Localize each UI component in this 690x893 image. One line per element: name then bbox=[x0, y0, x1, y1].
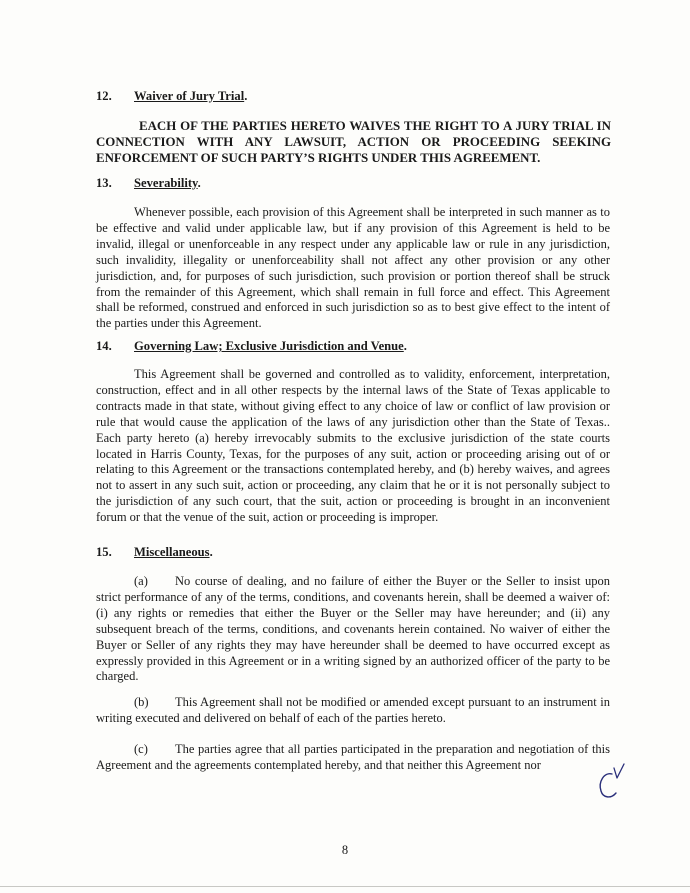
subsection-text: The parties agree that all parties participated in the preparation and negotiation of this Agreement and the agreements contemplated hereby, and that neither this Agreement nor bbox=[96, 742, 610, 772]
section-14-heading bbox=[96, 339, 407, 354]
section-title: Governing Law; Exclusive Jurisdiction and Venue bbox=[134, 339, 404, 353]
subsection-c bbox=[96, 742, 610, 774]
section-12-body: EACH OF THE PARTIES HERETO WAIVES THE RIGHT TO A JURY TRIAL IN CONNECTION WITH ANY LAWSUIT, ACTION OR PROCEEDING SEEKING ENFORCEMENT OF SUCH PARTY’S RIGHTS UNDER THIS AGREEMENT. bbox=[96, 119, 611, 165]
handwritten-initials-icon bbox=[594, 758, 634, 804]
subsection-text: This Agreement shall not be modified or amended except pursuant to an instrument in writing executed and delivered on behalf of each of the parties hereto. bbox=[96, 695, 610, 725]
subsection-a bbox=[96, 574, 610, 685]
section-title-period: . bbox=[197, 176, 201, 190]
subsection-b bbox=[96, 695, 610, 727]
subsection-text: No course of dealing, and no failure of either the Buyer or the Seller to insist upon strict performance of any of the terms, conditions, and covenants herein, shall be deemed a waiver of: (i) any rights or remedies that either the Buyer or the Seller may have hereunder; and (ii) any subsequent breach of the terms, conditions, and covenants herein contained. No waiver of either the Buyer or Seller of any rights they may have hereunder shall be deemed to have occurred except as expressly provided in this Agreement or in a writing signed by an authorized officer of the party to be charged. bbox=[96, 574, 610, 684]
section-title-period: . bbox=[244, 89, 248, 103]
section-number: 14. bbox=[96, 339, 112, 353]
section-12-heading bbox=[96, 89, 247, 104]
section-title-period: . bbox=[403, 339, 407, 353]
section-13-body: Whenever possible, each provision of this Agreement shall be interpreted in such manner as to be effective and valid under applicable law, but if any provision of this Agreement is held to be invalid, illegal or unenforceable in any respect under any applicable law or rule in any jurisdiction, such invalidity, illegality or unenforceability shall not affect any other provision or any other jurisdiction, and, for purposes of such jurisdiction, such provision or portion thereof shall be struck from the remainder of this Agreement, which shall remain in full force and effect. This Agreement shall be reformed, construed and enforced in such jurisdiction so as to best give effect to the intent of the parties under this Agreement. bbox=[96, 205, 610, 331]
section-13-heading bbox=[96, 176, 201, 191]
section-14-body: This Agreement shall be governed and controlled as to validity, enforcement, interpretation, construction, effect and in all other respects by the internal laws of the State of Texas applicable to contracts made in that state, without giving effect to any choice of law or conflict of law provision or rule that would cause the application of the laws of any jurisdiction other than the State of Texas.. Each party hereto (a) hereby irrevocably submits to the exclusive jurisdiction of the state courts located in Harris County, Texas, for the purposes of any suit, action or proceeding arising out of or relating to this Agreement or the transactions contemplated hereby, and (b) hereby waives, and agrees not to assert in any such suit, action or proceeding, any claim that he or it is not personally subject to the jurisdiction of any such court, that the suit, action or proceeding is brought in an inconvenient forum or that the venue of the suit, action or proceeding is improper. bbox=[96, 367, 610, 525]
section-number: 13. bbox=[96, 176, 112, 190]
section-title: Waiver of Jury Trial bbox=[134, 89, 245, 103]
page-edge-divider bbox=[0, 886, 690, 887]
section-title-period: . bbox=[209, 545, 213, 559]
page-number: 8 bbox=[341, 843, 349, 857]
section-title: Severability bbox=[134, 176, 198, 190]
subsection-label: (c) bbox=[134, 742, 148, 756]
section-number: 15. bbox=[96, 545, 112, 559]
subsection-label: (b) bbox=[134, 695, 149, 709]
section-15-heading bbox=[96, 545, 213, 560]
subsection-label: (a) bbox=[134, 574, 148, 588]
section-number: 12. bbox=[96, 89, 112, 103]
section-title: Miscellaneous bbox=[134, 545, 210, 559]
